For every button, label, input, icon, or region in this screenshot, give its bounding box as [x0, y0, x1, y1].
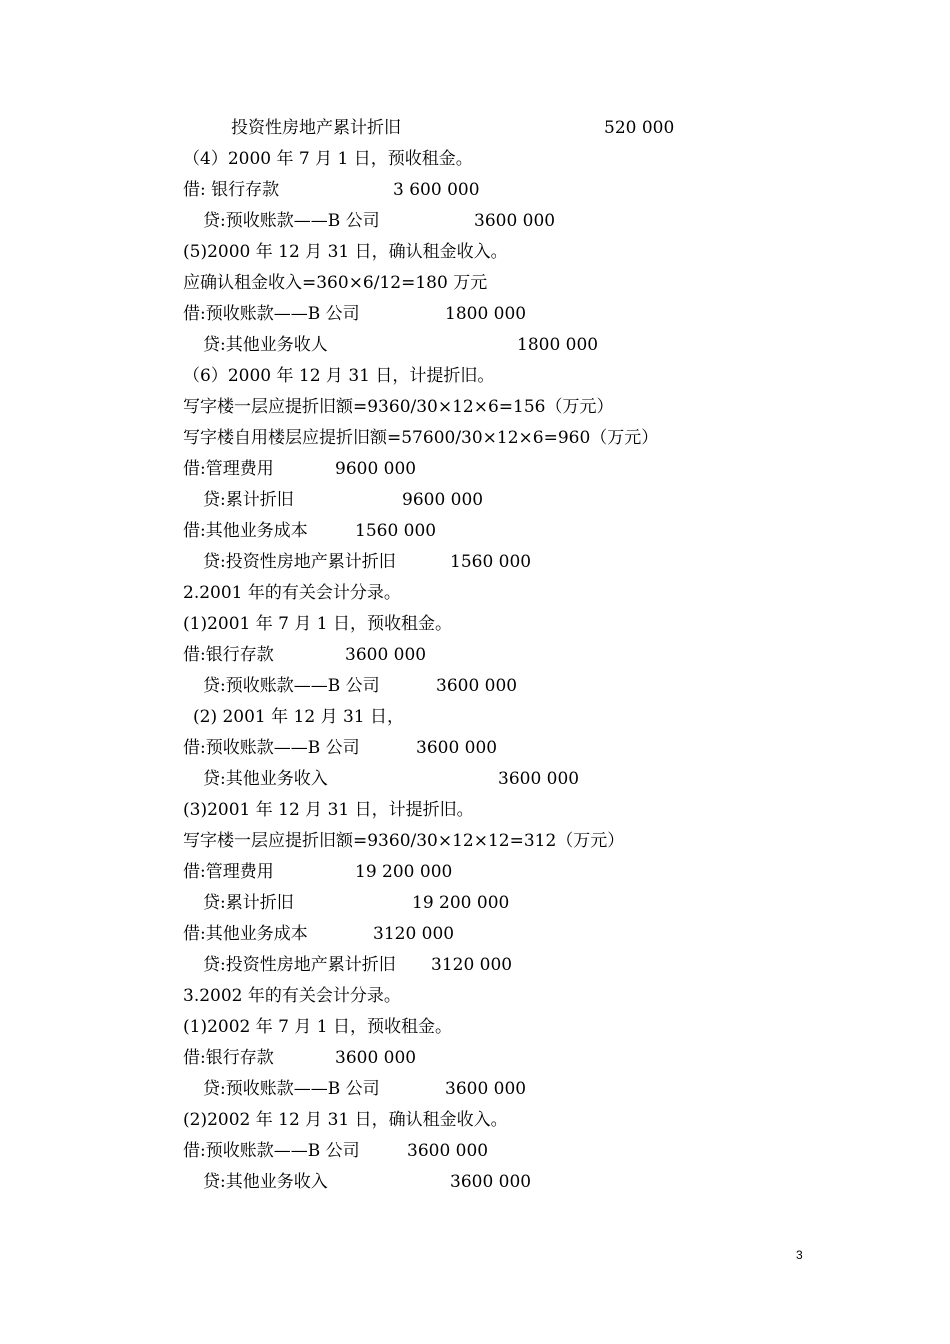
line-text: 贷:预收账款——B 公司 — [203, 211, 380, 231]
line-text: 借:管理费用 — [183, 459, 274, 479]
line-17 — [0, 609, 950, 640]
line-text: (1)2001 年 7 月 1 日，预收租金。 — [183, 614, 452, 634]
line-text: 贷:投资性房地产累计折旧 — [203, 552, 396, 572]
line-18 — [0, 640, 950, 671]
line-3 — [0, 175, 950, 206]
line-text: 借:预收账款——B 公司 — [183, 304, 360, 324]
line-amount: 3600 000 — [445, 1079, 527, 1099]
line-30 — [0, 1012, 950, 1043]
line-2 — [0, 144, 950, 175]
line-amount: 19 200 000 — [412, 893, 510, 913]
line-amount: 3600 000 — [335, 1048, 417, 1068]
line-27 — [0, 919, 950, 950]
line-text: (2) 2001 年 12 月 31 日， — [193, 707, 405, 727]
line-29 — [0, 981, 950, 1012]
line-amount: 19 200 000 — [355, 862, 453, 882]
line-amount: 1800 000 — [445, 304, 527, 324]
line-text: 投资性房地产累计折旧 — [231, 118, 401, 138]
line-text: (1)2002 年 7 月 1 日，预收租金。 — [183, 1017, 452, 1037]
line-34 — [0, 1136, 950, 1167]
line-25 — [0, 857, 950, 888]
line-text: 贷:预收账款——B 公司 — [203, 676, 380, 696]
line-text: 应确认租金收入=360×6/12=180 万元 — [183, 273, 488, 293]
line-21 — [0, 733, 950, 764]
line-text: 写字楼一层应提折旧额=9360/30×12×12=312（万元） — [183, 831, 625, 851]
line-text: 借: 银行存款 — [183, 180, 280, 200]
line-amount: 3 600 000 — [393, 180, 480, 200]
line-26 — [0, 888, 950, 919]
line-19 — [0, 671, 950, 702]
line-text: 写字楼自用楼层应提折旧额=57600/30×12×6=960（万元） — [183, 428, 659, 448]
line-8 — [0, 330, 950, 361]
line-20 — [0, 702, 950, 733]
line-text: 借:银行存款 — [183, 1048, 274, 1068]
line-text: 贷:累计折旧 — [203, 893, 294, 913]
line-33 — [0, 1105, 950, 1136]
line-text: (3)2001 年 12 月 31 日，计提折旧。 — [183, 800, 474, 820]
line-text: 借:银行存款 — [183, 645, 274, 665]
line-14 — [0, 516, 950, 547]
line-text: 借:其他业务成本 — [183, 924, 308, 944]
line-22 — [0, 764, 950, 795]
line-10 — [0, 392, 950, 423]
line-amount: 9600 000 — [335, 459, 417, 479]
line-text: 贷:预收账款——B 公司 — [203, 1079, 380, 1099]
line-15 — [0, 547, 950, 578]
line-amount: 1560 000 — [450, 552, 532, 572]
line-text: 借:管理费用 — [183, 862, 274, 882]
page-number: 3 — [796, 1248, 803, 1262]
line-31 — [0, 1043, 950, 1074]
line-amount: 3600 000 — [345, 645, 427, 665]
line-12 — [0, 454, 950, 485]
line-1 — [0, 113, 950, 144]
line-24 — [0, 826, 950, 857]
line-amount: 3120 000 — [373, 924, 455, 944]
line-amount: 1800 000 — [517, 335, 599, 355]
line-amount: 3600 000 — [416, 738, 498, 758]
line-11 — [0, 423, 950, 454]
line-amount: 1560 000 — [355, 521, 437, 541]
line-text: 贷:其他业务收人 — [203, 335, 328, 355]
line-text: （6）2000 年 12 月 31 日，计提折旧。 — [183, 366, 495, 386]
line-text: 3.2002 年的有关会计分录。 — [183, 986, 401, 1006]
line-7 — [0, 299, 950, 330]
line-amount: 3600 000 — [450, 1172, 532, 1192]
line-text: 贷:累计折旧 — [203, 490, 294, 510]
line-text: 2.2001 年的有关会计分录。 — [183, 583, 401, 603]
line-text: 写字楼一层应提折旧额=9360/30×12×6=156（万元） — [183, 397, 614, 417]
line-35 — [0, 1167, 950, 1198]
line-32 — [0, 1074, 950, 1105]
line-text: 贷:投资性房地产累计折旧 — [203, 955, 396, 975]
line-text: 借:其他业务成本 — [183, 521, 308, 541]
line-text: 贷:其他业务收入 — [203, 1172, 328, 1192]
line-text: (2)2002 年 12 月 31 日，确认租金收入。 — [183, 1110, 508, 1130]
line-text: 贷:其他业务收入 — [203, 769, 328, 789]
line-text: 借:预收账款——B 公司 — [183, 1141, 360, 1161]
line-text: (5)2000 年 12 月 31 日，确认租金收入。 — [183, 242, 508, 262]
line-amount: 3600 000 — [407, 1141, 489, 1161]
line-16 — [0, 578, 950, 609]
line-text: （4）2000 年 7 月 1 日，预收租金。 — [183, 149, 473, 169]
line-6 — [0, 268, 950, 299]
line-amount: 3600 000 — [436, 676, 518, 696]
line-amount: 9600 000 — [402, 490, 484, 510]
line-9 — [0, 361, 950, 392]
line-28 — [0, 950, 950, 981]
line-amount: 3600 000 — [498, 769, 580, 789]
line-23 — [0, 795, 950, 826]
line-amount: 3600 000 — [474, 211, 556, 231]
line-text: 借:预收账款——B 公司 — [183, 738, 360, 758]
line-amount: 520 000 — [604, 118, 675, 138]
line-13 — [0, 485, 950, 516]
line-4 — [0, 206, 950, 237]
line-amount: 3120 000 — [431, 955, 513, 975]
line-5 — [0, 237, 950, 268]
